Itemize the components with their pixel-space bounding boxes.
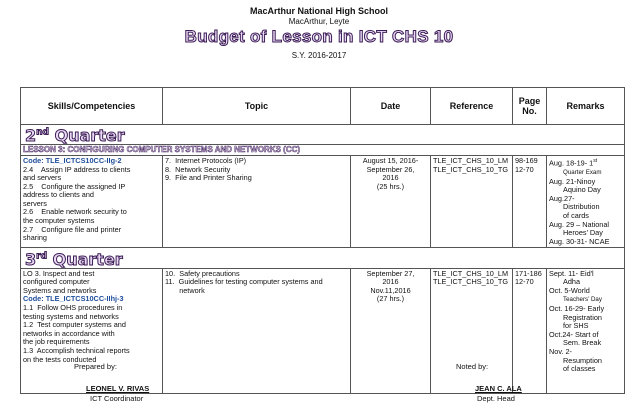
topic-line: 10. Safety precautions — [165, 268, 240, 278]
date-line: Nov.11,2016 — [370, 285, 411, 295]
school-name: MacArthur National High School — [249, 6, 388, 16]
date-line: September 27, — [366, 268, 415, 278]
topic-line: 7. Internet Protocols (IP) — [165, 155, 247, 165]
page-line: 12-70 — [515, 164, 534, 174]
reference-line: TLE_ICT_CHS_10_TG — [433, 277, 509, 287]
table-row — [21, 268, 625, 393]
school-year: S.Y. 2016-2017 — [291, 51, 347, 60]
skill-line: 1.1 Follow OHS procedures in — [23, 302, 123, 312]
skill-line: the job requirements — [23, 337, 90, 347]
col-topic: Topic — [163, 88, 351, 125]
reference-cell — [431, 155, 513, 247]
skill-line: the computer systems — [23, 216, 95, 226]
skills-cell — [21, 155, 163, 247]
reference-cell — [431, 268, 513, 393]
lesson-row — [21, 145, 625, 156]
skill-line: 2.6 Enable network security to — [23, 207, 127, 217]
remark-line: Teachers’ Day — [563, 296, 602, 304]
table-row — [21, 155, 625, 247]
reference-line: TLE_ICT_CHS_10_LM — [433, 268, 509, 278]
quarter-2-row — [21, 125, 625, 145]
page-line: 171-186 — [515, 268, 542, 278]
skill-line: servers — [23, 198, 47, 208]
date-line: 2016 — [382, 173, 399, 183]
topic-cell — [163, 155, 351, 247]
col-date: Date — [351, 88, 431, 125]
remark-line: Sem. Break — [563, 338, 602, 348]
remark-line: Aug. 30-31- NCAE — [549, 236, 610, 246]
date-line: 2016 — [382, 277, 399, 287]
quarter-2-heading: 2nd Quarter — [21, 125, 625, 145]
prepared-by-name: LEONEL V. RIVAS — [86, 384, 150, 393]
budget-table — [20, 87, 625, 394]
noted-by-label: Noted by: — [456, 362, 489, 371]
page-cell — [513, 155, 547, 247]
remarks-cell — [547, 155, 625, 247]
date-line: August 15, 2016- — [362, 155, 419, 165]
date-line: (27 hrs.) — [376, 294, 405, 304]
remark-line: Oct.24- Start of — [549, 329, 599, 339]
topic-line: 9. File and Printer Sharing — [165, 173, 252, 183]
skill-line: sharing — [23, 233, 47, 243]
skill-line: 2.7 Configure file and printer — [23, 224, 122, 234]
remark-line: Registration — [563, 312, 602, 322]
topic-line: 8. Network Security — [165, 164, 231, 174]
remarks-cell — [547, 268, 625, 393]
remark-line: Aug.27- — [549, 193, 575, 203]
skill-line: Systems and networks — [23, 285, 97, 295]
skill-line: networks in accordance with — [23, 328, 115, 338]
col-reference: Reference — [431, 88, 513, 125]
col-skills: Skills/Competencies — [21, 88, 163, 125]
remark-line: Resumption — [563, 355, 602, 365]
skill-line: testing systems and networks — [23, 311, 119, 321]
quarter-3-heading: 3rd Quarter — [21, 248, 625, 268]
topic-line: network — [165, 285, 205, 295]
topic-cell — [163, 268, 351, 393]
remark-line: Aug. 18-19- 1st — [549, 157, 598, 168]
prepared-by-role: ICT Coordinator — [90, 394, 144, 403]
skill-line: 1.2 Test computer systems and — [23, 320, 126, 330]
remark-line: Quarter Exam — [563, 168, 602, 176]
date-line: September 26, — [366, 164, 415, 174]
remark-line: Oct. 5-World — [549, 285, 590, 295]
skill-line: 1.3 Accomplish technical reports — [23, 345, 130, 355]
date-cell — [351, 155, 431, 247]
page-line: 12-70 — [515, 277, 534, 287]
reference-line: TLE_ICT_CHS_10_TG — [433, 164, 509, 174]
remark-line: Distribution — [563, 202, 600, 212]
remark-line: Sept. 11- Eid'l — [549, 268, 594, 278]
date-cell — [351, 268, 431, 393]
noted-by-role: Dept. Head — [477, 394, 515, 403]
col-page: Page No. — [513, 88, 547, 125]
remark-line: Heroes’ Day — [563, 228, 603, 238]
reference-line: TLE_ICT_CHS_10_LM — [433, 155, 509, 165]
remark-line: Aquino Day — [563, 185, 601, 195]
competency-code: Code: TLE_ICTCS10CC-IIg-2 — [23, 155, 122, 165]
remark-line: for SHS — [563, 321, 589, 331]
header-row — [21, 88, 625, 125]
lesson-heading: LESSON 3: CONFIGURING COMPUTER SYSTEMS AND NETWORKS (CC) — [21, 145, 625, 156]
remark-line: Nov. 2- — [549, 346, 572, 356]
skill-line: on the tests conducted — [23, 354, 97, 364]
skills-cell — [21, 268, 163, 393]
school-location: MacArthur, Leyte — [288, 17, 350, 26]
page-cell — [513, 268, 547, 393]
document-title: Budget of Lesson in ICT CHS 10 — [184, 27, 454, 46]
col-remarks: Remarks — [547, 88, 625, 125]
prepared-by-label: Prepared by: — [74, 362, 117, 371]
competency-code: Code: TLE_ICTCS10CC-IIhj-3 — [23, 294, 124, 304]
remark-line: Aug. 29 – National — [549, 219, 610, 229]
remark-line: Aug. 21-Ninoy — [549, 176, 596, 186]
remark-line: of cards — [563, 210, 589, 220]
skill-line: 2.4 Assign IP address to clients — [23, 164, 131, 174]
remark-line: Oct. 16-29- Early — [549, 303, 605, 313]
remark-line: of classes — [563, 364, 596, 374]
skill-line: LO 3. Inspect and test — [23, 268, 95, 278]
page-line: 98-169 — [515, 155, 538, 165]
topic-line: 11. Guidelines for testing computer systems and — [165, 277, 323, 287]
quarter-3-row — [21, 248, 625, 268]
skill-line: configured computer — [23, 277, 90, 287]
skill-line: 2.5 Configure the assigned IP — [23, 181, 126, 191]
skill-line: address to clients and — [23, 190, 94, 200]
date-line: (25 hrs.) — [376, 181, 405, 191]
skill-line: and servers — [23, 173, 62, 183]
noted-by-name: JEAN C. ALA — [475, 384, 522, 393]
remark-line: Adha — [563, 277, 581, 287]
